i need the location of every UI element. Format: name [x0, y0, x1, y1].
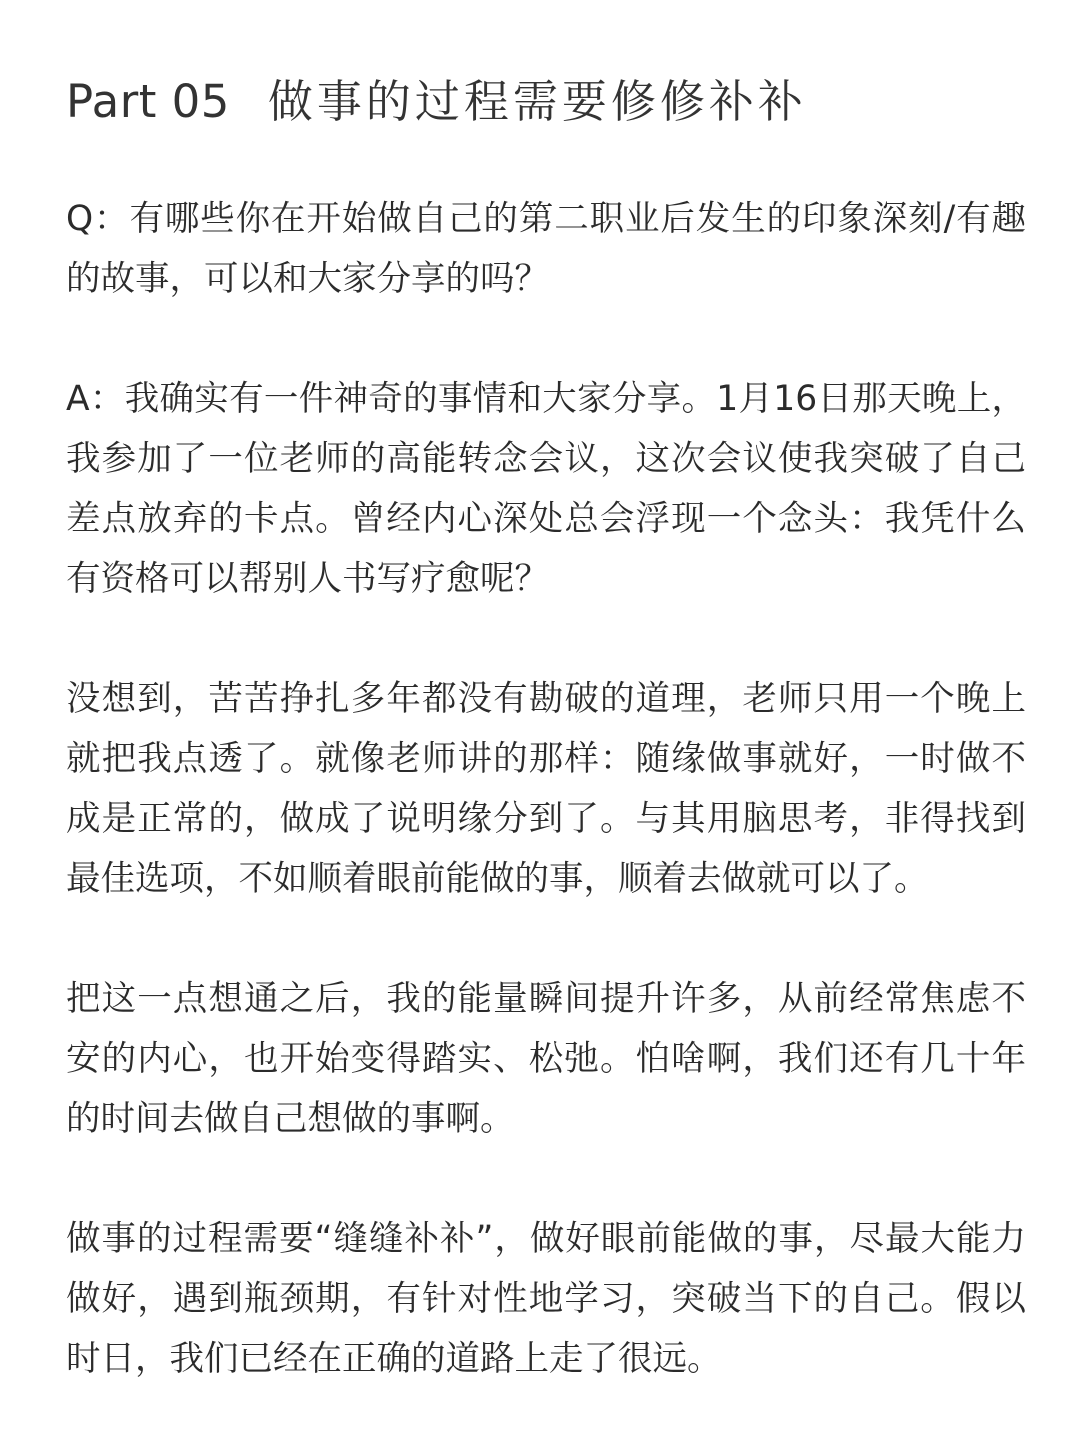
page-title: [66, 70, 1026, 134]
title-part-number: Part 05: [66, 75, 230, 128]
question-paragraph: Q：有哪些你在开始做自己的第二职业后发生的印象深刻/有趣的故事，可以和大家分享的吗？: [66, 199, 1026, 299]
answer-paragraph: A：我确实有一件神奇的事情和大家分享。1月16日那天晚上，我参加了一位老师的高能转念会议，这次会议使我突破了自己差点放弃的卡点。曾经内心深处总会浮现一个念头：我凭什么有资格可以帮别人书写疗愈呢？: [66, 379, 1026, 599]
article: [66, 70, 1026, 1389]
body-paragraph: 做事的过程需要“缝缝补补”，做好眼前能做的事，尽最大能力做好，遇到瓶颈期，有针对性地学习，突破当下的自己。假以时日，我们已经在正确的道路上走了很远。: [66, 1219, 1026, 1379]
body-paragraph: 把这一点想通之后，我的能量瞬间提升许多，从前经常焦虑不安的内心，也开始变得踏实、松弛。怕啥啊，我们还有几十年的时间去做自己想做的事啊。: [66, 979, 1026, 1139]
body-paragraph: 没想到，苦苦挣扎多年都没有勘破的道理，老师只用一个晚上就把我点透了。就像老师讲的那样：随缘做事就好，一时做不成是正常的，做成了说明缘分到了。与其用脑思考，非得找到最佳选项，不如顺着眼前能做的事，顺着去做就可以了。: [66, 679, 1026, 899]
title-heading: 做事的过程需要修修补补: [267, 75, 807, 128]
